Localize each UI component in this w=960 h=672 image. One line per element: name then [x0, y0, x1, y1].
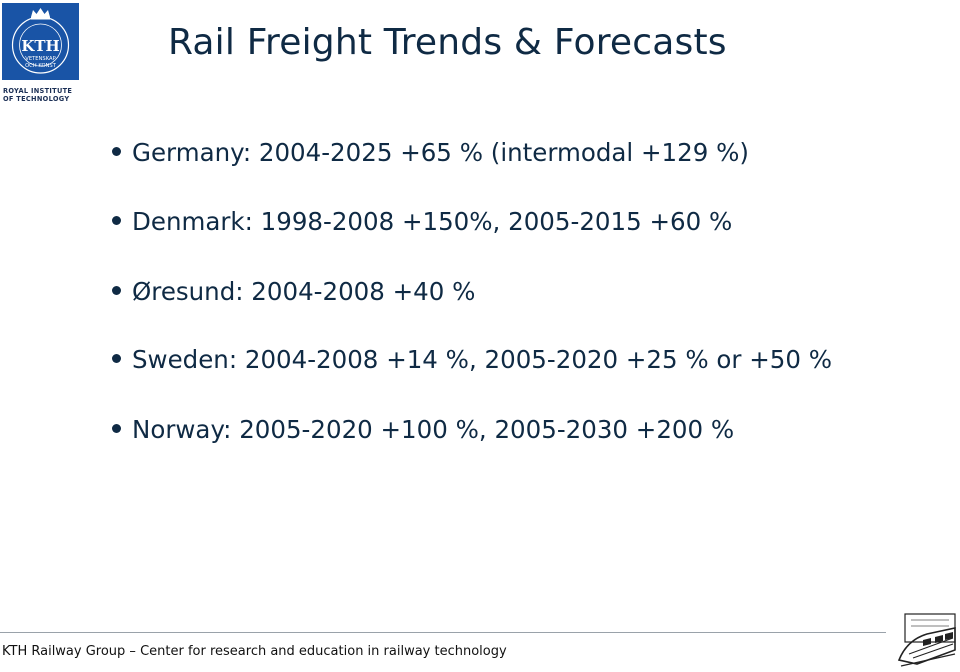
logo-caption-line1: ROYAL INSTITUTE	[3, 87, 73, 95]
bullet-text: Sweden: 2004-2008 +14 %, 2005-2020 +25 % or +50 %	[132, 345, 833, 374]
bullet-dot-icon	[112, 216, 121, 225]
logo-arc-text-2: OCH KONST	[25, 63, 56, 69]
bullet-text: Denmark: 1998-2008 +150%, 2005-2015 +60 %	[132, 207, 733, 236]
bullet-text: Germany: 2004-2025 +65 % (intermodal +129 %)	[132, 138, 749, 167]
footer-divider	[0, 632, 886, 633]
bullet-text: Norway: 2005-2020 +100 %, 2005-2030 +200 %	[132, 415, 735, 444]
footer-text: KTH Railway Group – Center for research and education in railway technology	[2, 644, 507, 659]
logo-caption	[3, 87, 83, 103]
bullet-text: Øresund: 2004-2008 +40 %	[132, 277, 476, 306]
bullet-dot-icon	[112, 424, 121, 433]
logo-caption-line2: OF TECHNOLOGY	[3, 95, 70, 103]
kth-logo-emblem	[2, 3, 79, 80]
bullet-dot-icon	[112, 147, 121, 156]
bullet-dot-icon	[112, 354, 121, 363]
kth-logo	[0, 0, 80, 104]
logo-arc-text-1: VETENSKAP	[25, 56, 56, 62]
train-sketch-icon	[897, 610, 959, 668]
bullet-dot-icon	[112, 286, 121, 295]
logo-monogram: KTH	[21, 37, 60, 55]
slide-title: Rail Freight Trends & Forecasts	[168, 22, 727, 63]
